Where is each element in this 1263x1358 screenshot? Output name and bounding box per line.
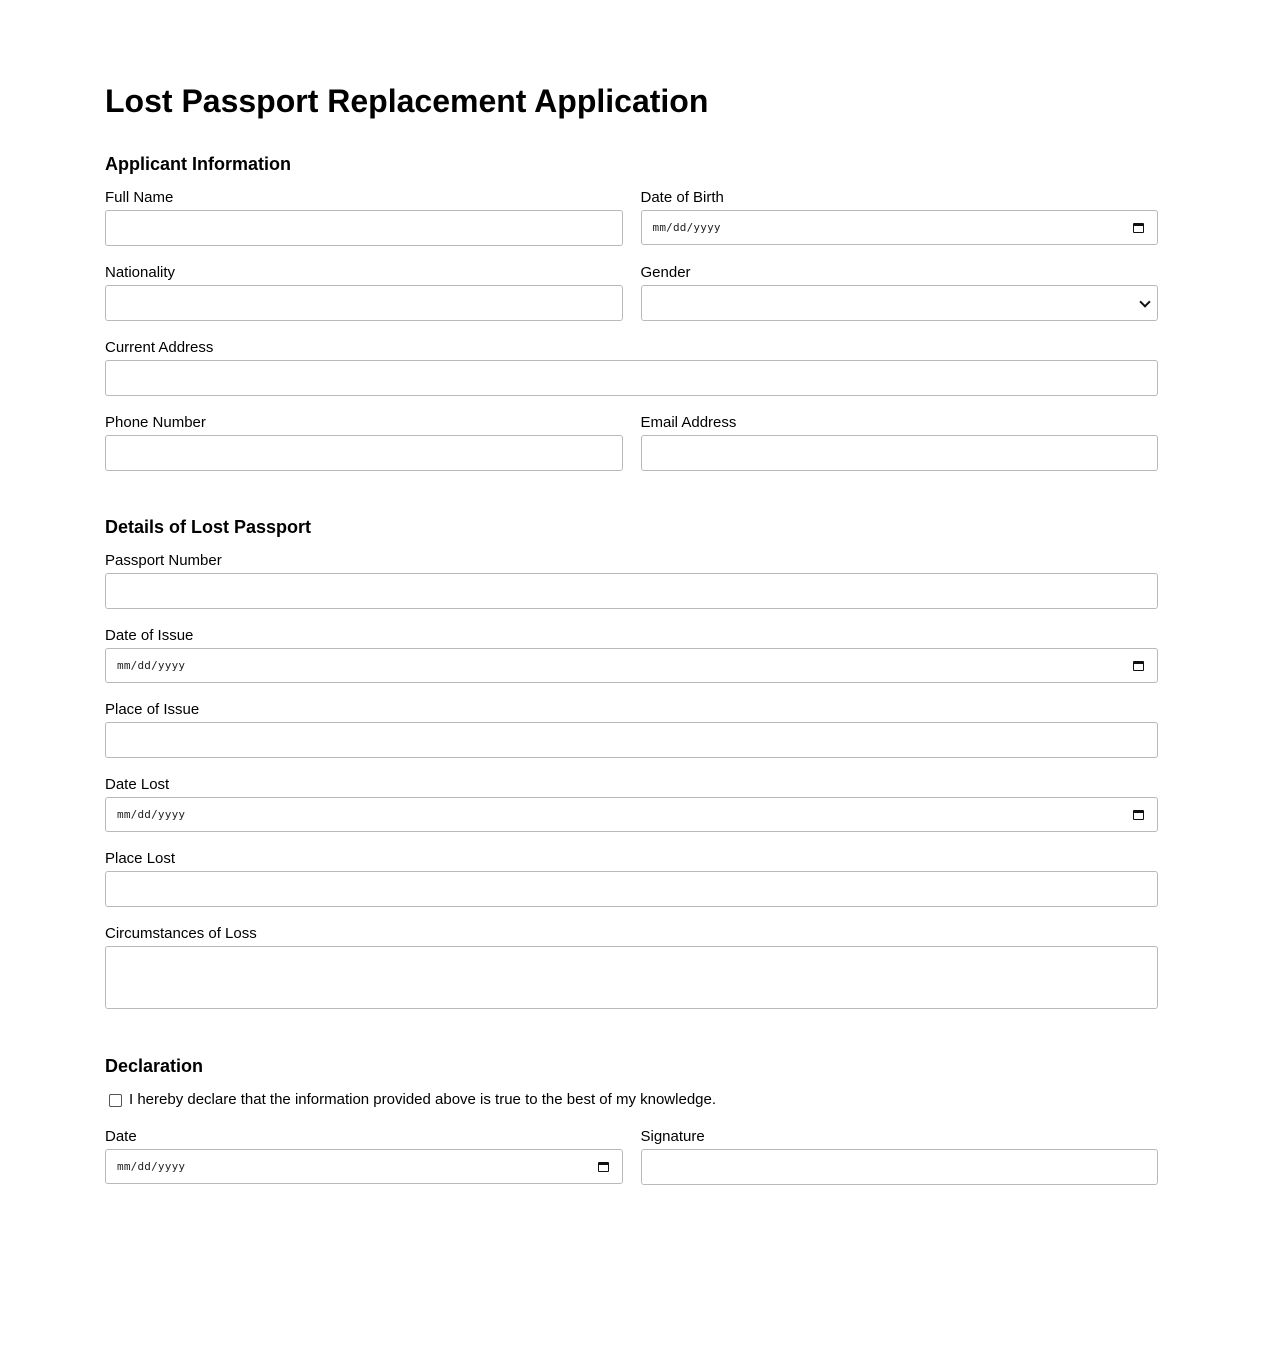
- issue-place-input[interactable]: [105, 722, 1158, 758]
- gender-field: [641, 264, 1159, 321]
- declaration-date-field: [105, 1128, 623, 1185]
- calendar-icon[interactable]: [1133, 810, 1144, 820]
- issue-date-label: Date of Issue: [105, 627, 194, 644]
- circumstances-label: Circumstances of Loss: [105, 925, 257, 942]
- dob-label: Date of Birth: [640, 189, 724, 206]
- section-spacer: [105, 1027, 1158, 1055]
- dob-placeholder: mm/dd/yyyy: [652, 221, 721, 234]
- applicant-heading: Applicant Information: [105, 154, 291, 174]
- gender-select[interactable]: [641, 285, 1159, 321]
- place-lost-label: Place Lost: [105, 850, 176, 867]
- issue-place-label: Place of Issue: [105, 701, 200, 718]
- issue-date-field: [105, 627, 1158, 683]
- nationality-input[interactable]: [105, 285, 623, 321]
- calendar-icon[interactable]: [1133, 223, 1144, 233]
- dob-input[interactable]: [641, 210, 1159, 245]
- name-dob-row: [105, 189, 1158, 246]
- calendar-icon[interactable]: [1133, 661, 1144, 671]
- date-lost-field: [105, 776, 1158, 832]
- nationality-field: [105, 264, 623, 321]
- issue-date-placeholder: mm/dd/yyyy: [117, 659, 186, 672]
- phone-input[interactable]: [105, 435, 623, 471]
- calendar-icon[interactable]: [598, 1162, 609, 1172]
- date-lost-label: Date Lost: [105, 776, 170, 793]
- circumstances-textarea[interactable]: [105, 946, 1158, 1009]
- passport-number-label: Passport Number: [105, 552, 222, 569]
- email-field: [641, 414, 1159, 471]
- dob-field: [641, 189, 1159, 246]
- address-input[interactable]: [105, 360, 1158, 396]
- date-lost-row: [105, 776, 1158, 832]
- full-name-label: Full Name: [105, 189, 174, 206]
- declaration-check-row: [105, 1091, 1158, 1109]
- declaration-date-placeholder: mm/dd/yyyy: [117, 1160, 186, 1173]
- declaration-checkbox-label[interactable]: I hereby declare that the information provided above is true to the best of my knowledge.: [129, 1091, 717, 1108]
- signature-label: Signature: [640, 1128, 705, 1145]
- issue-place-row: [105, 701, 1158, 758]
- email-input[interactable]: [641, 435, 1159, 471]
- chevron-down-icon: [1139, 296, 1150, 307]
- circumstances-row: [105, 925, 1158, 1009]
- phone-email-row: [105, 414, 1158, 471]
- passport-section: [105, 516, 1158, 1009]
- address-row: [105, 339, 1158, 396]
- passport-heading: Details of Lost Passport: [105, 517, 312, 537]
- signature-input[interactable]: [641, 1149, 1159, 1185]
- nationality-gender-row: [105, 264, 1158, 321]
- issue-date-row: [105, 627, 1158, 683]
- declaration-heading: Declaration: [105, 1056, 204, 1076]
- declaration-date-input[interactable]: [105, 1149, 623, 1184]
- section-spacer: [105, 489, 1158, 516]
- declaration-date-label: Date: [105, 1128, 137, 1145]
- phone-field: [105, 414, 623, 471]
- full-name-field: [105, 189, 623, 246]
- address-field: [105, 339, 1158, 396]
- page-title: Lost Passport Replacement Application: [105, 83, 709, 119]
- date-signature-row: [105, 1128, 1158, 1185]
- nationality-label: Nationality: [105, 264, 176, 281]
- date-lost-input[interactable]: [105, 797, 1158, 832]
- passport-number-field: [105, 552, 1158, 609]
- address-label: Current Address: [105, 339, 214, 356]
- place-lost-row: [105, 850, 1158, 907]
- signature-field: [641, 1128, 1159, 1185]
- application-form: [105, 0, 1158, 1185]
- declaration-checkbox[interactable]: [109, 1094, 122, 1107]
- issue-place-field: [105, 701, 1158, 758]
- passport-number-input[interactable]: [105, 573, 1158, 609]
- email-label: Email Address: [640, 414, 737, 431]
- full-name-input[interactable]: [105, 210, 623, 246]
- circumstances-field: [105, 925, 1158, 1009]
- passport-number-row: [105, 552, 1158, 609]
- phone-label: Phone Number: [105, 414, 206, 431]
- place-lost-input[interactable]: [105, 871, 1158, 907]
- issue-date-input[interactable]: [105, 648, 1158, 683]
- place-lost-field: [105, 850, 1158, 907]
- gender-label: Gender: [640, 264, 691, 281]
- applicant-section: [105, 153, 1158, 471]
- declaration-section: [105, 1055, 1158, 1185]
- date-lost-placeholder: mm/dd/yyyy: [117, 808, 186, 821]
